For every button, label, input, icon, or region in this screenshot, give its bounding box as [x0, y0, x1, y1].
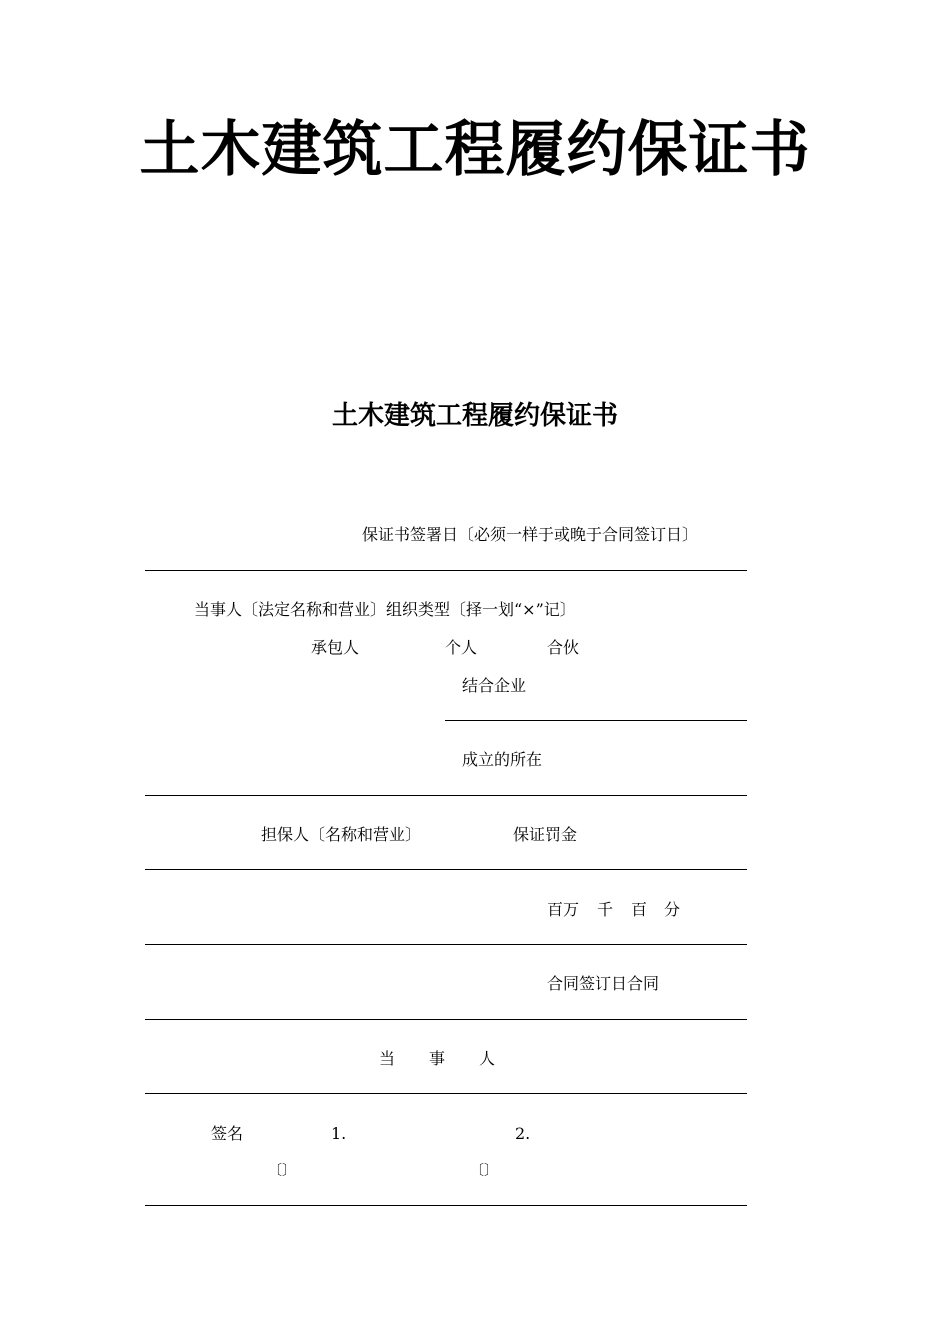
signing-date-label: 保证书签署日〔必须一样于或晚于合同签订日〕: [362, 525, 699, 544]
sub-title: 土木建筑工程履约保证书: [331, 401, 618, 431]
divider-line: [145, 1205, 747, 1206]
establishment-label: 成立的所在: [462, 750, 543, 769]
parties-heading-char-1: 当: [379, 1049, 396, 1068]
parties-heading-char-2: 事: [429, 1049, 446, 1068]
main-title: 土木建筑工程履约保证书: [139, 115, 811, 185]
contractor-label: 承包人: [311, 638, 360, 657]
divider-line: [145, 795, 747, 796]
amount-unit-cent: 分: [664, 900, 681, 919]
divider-line: [145, 1019, 747, 1020]
signature-label: 签名: [211, 1124, 244, 1143]
amount-unit-hundred: 百: [631, 900, 648, 919]
divider-line: [145, 869, 747, 870]
individual-label: 个人: [445, 638, 478, 657]
joint-venture-label: 结合企业: [462, 676, 527, 695]
joint-venture-line: [445, 720, 747, 721]
divider-line: [145, 1093, 747, 1094]
amount-unit-million: 百万: [547, 900, 580, 919]
bracket-1: 〔〕: [268, 1163, 296, 1179]
bracket-2: 〔〕: [470, 1163, 498, 1179]
signature-2: 2.: [515, 1124, 531, 1143]
party-label: 当事人〔法定名称和营业〕组织类型〔择一划“×”记〕: [194, 600, 576, 619]
divider-line: [145, 944, 747, 945]
amount-unit-thousand: 千: [597, 900, 614, 919]
penalty-label: 保证罚金: [513, 825, 578, 844]
guarantor-label: 担保人〔名称和营业〕: [261, 825, 422, 844]
signature-1: 1.: [331, 1124, 347, 1143]
contract-date-label: 合同签订日合同: [547, 974, 660, 993]
parties-heading-char-3: 人: [479, 1049, 496, 1068]
divider-line: [145, 570, 747, 571]
partnership-label: 合伙: [547, 638, 580, 657]
